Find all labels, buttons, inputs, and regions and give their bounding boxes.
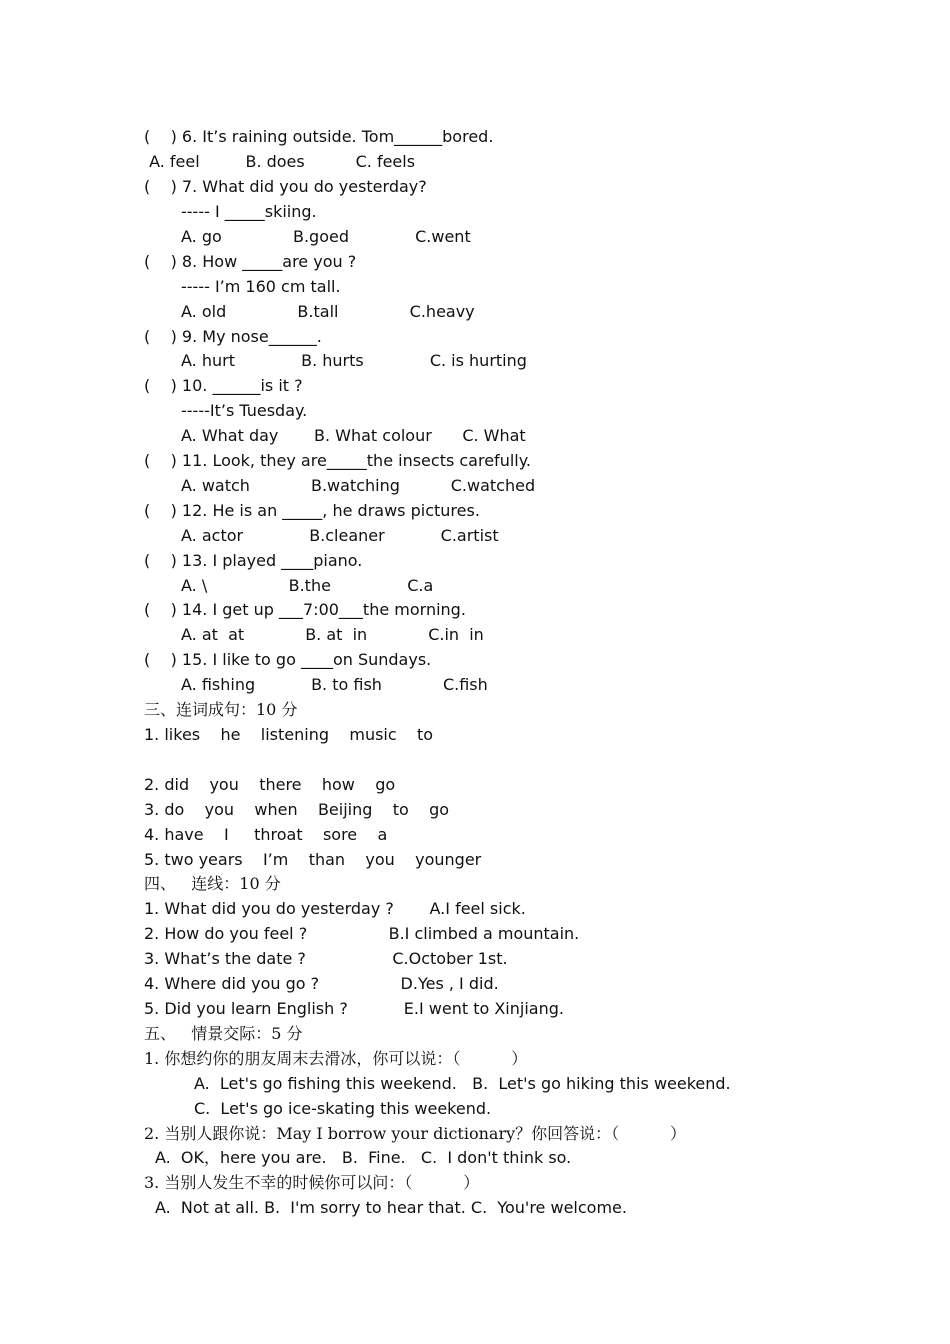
question-10: ( ) 10. ______is it ?: [144, 376, 303, 395]
section-4-item-3: 3. What’s the date ? C.October 1st.: [144, 949, 508, 968]
question-8: ( ) 8. How _____are you ?: [144, 252, 357, 271]
section-4-item-1: 1. What did you do yesterday ? A.I feel sick.: [144, 899, 526, 918]
question-7: ( ) 7. What did you do yesterday?: [144, 177, 427, 196]
section-4-item-5: 5. Did you learn English ? E.I went to Xinjiang.: [144, 999, 564, 1018]
question-7-answer-line: ----- I _____skiing.: [181, 202, 317, 221]
question-12: ( ) 12. He is an _____, he draws pictures.: [144, 501, 480, 520]
section-5-q1-prompt: 1. 你想约你的朋友周末去滑冰，你可以说：（ ）: [144, 1049, 528, 1068]
section-5-q1-options-a: A. Let's go fishing this weekend. B. Let's go hiking this weekend.: [194, 1074, 731, 1093]
question-8-options: A. old B.tall C.heavy: [181, 302, 475, 321]
section-5-q3-options: A. Not at all. B. I'm sorry to hear that. C. You're welcome.: [155, 1198, 627, 1217]
question-9: ( ) 9. My nose______.: [144, 327, 322, 346]
question-13: ( ) 13. I played ____piano.: [144, 551, 363, 570]
question-11: ( ) 11. Look, they are_____the insects carefully.: [144, 451, 531, 470]
question-9-options: A. hurt B. hurts C. is hurting: [181, 351, 527, 370]
question-10-answer-line: -----It’s Tuesday.: [181, 401, 308, 420]
question-10-options: A. What day B. What colour C. What: [181, 426, 526, 445]
section-4-item-4: 4. Where did you go ? D.Yes , I did.: [144, 974, 499, 993]
section-5-heading: 五、 情景交际：5 分: [144, 1024, 303, 1043]
question-6: ( ) 6. It’s raining outside. Tom______bored.: [144, 127, 494, 146]
section-3-item-3: 3. do you when Beijing to go: [144, 800, 450, 819]
question-15: ( ) 15. I like to go ____on Sundays.: [144, 650, 432, 669]
section-3-item-2: 2. did you there how go: [144, 775, 396, 794]
section-5-q2-prompt: 2. 当别人跟你说：May I borrow your dictionary？你回答说：（ ）: [144, 1124, 686, 1143]
question-12-options: A. actor B.cleaner C.artist: [181, 526, 499, 545]
section-3-heading: 三、连词成句：10 分: [144, 700, 298, 719]
section-5-q3-prompt: 3. 当别人发生不幸的时候你可以问：（ ）: [144, 1173, 480, 1192]
section-4-heading: 四、 连线：10 分: [144, 874, 281, 893]
section-4-item-2: 2. How do you feel ? B.I climbed a mountain.: [144, 924, 580, 943]
section-3-item-4: 4. have I throat sore a: [144, 825, 388, 844]
question-6-options: A. feel B. does C. feels: [144, 152, 416, 171]
question-8-answer-line: ----- I’m 160 cm tall.: [181, 277, 341, 296]
section-5-q1-options-b: C. Let's go ice-skating this weekend.: [194, 1099, 492, 1118]
question-11-options: A. watch B.watching C.watched: [181, 476, 536, 495]
section-3-item-1: 1. likes he listening music to: [144, 725, 434, 744]
question-13-options: A. \ B.the C.a: [181, 576, 434, 595]
question-7-options: A. go B.goed C.went: [181, 227, 471, 246]
question-15-options: A. fishing B. to fish C.fish: [181, 675, 488, 694]
section-5-q2-options: A. OK，here you are. B. Fine. C. I don't think so.: [155, 1148, 572, 1167]
question-14: ( ) 14. I get up ___7:00___the morning.: [144, 600, 466, 619]
section-3-item-5: 5. two years I’m than you younger: [144, 850, 482, 869]
question-14-options: A. at at B. at in C.in in: [181, 625, 484, 644]
